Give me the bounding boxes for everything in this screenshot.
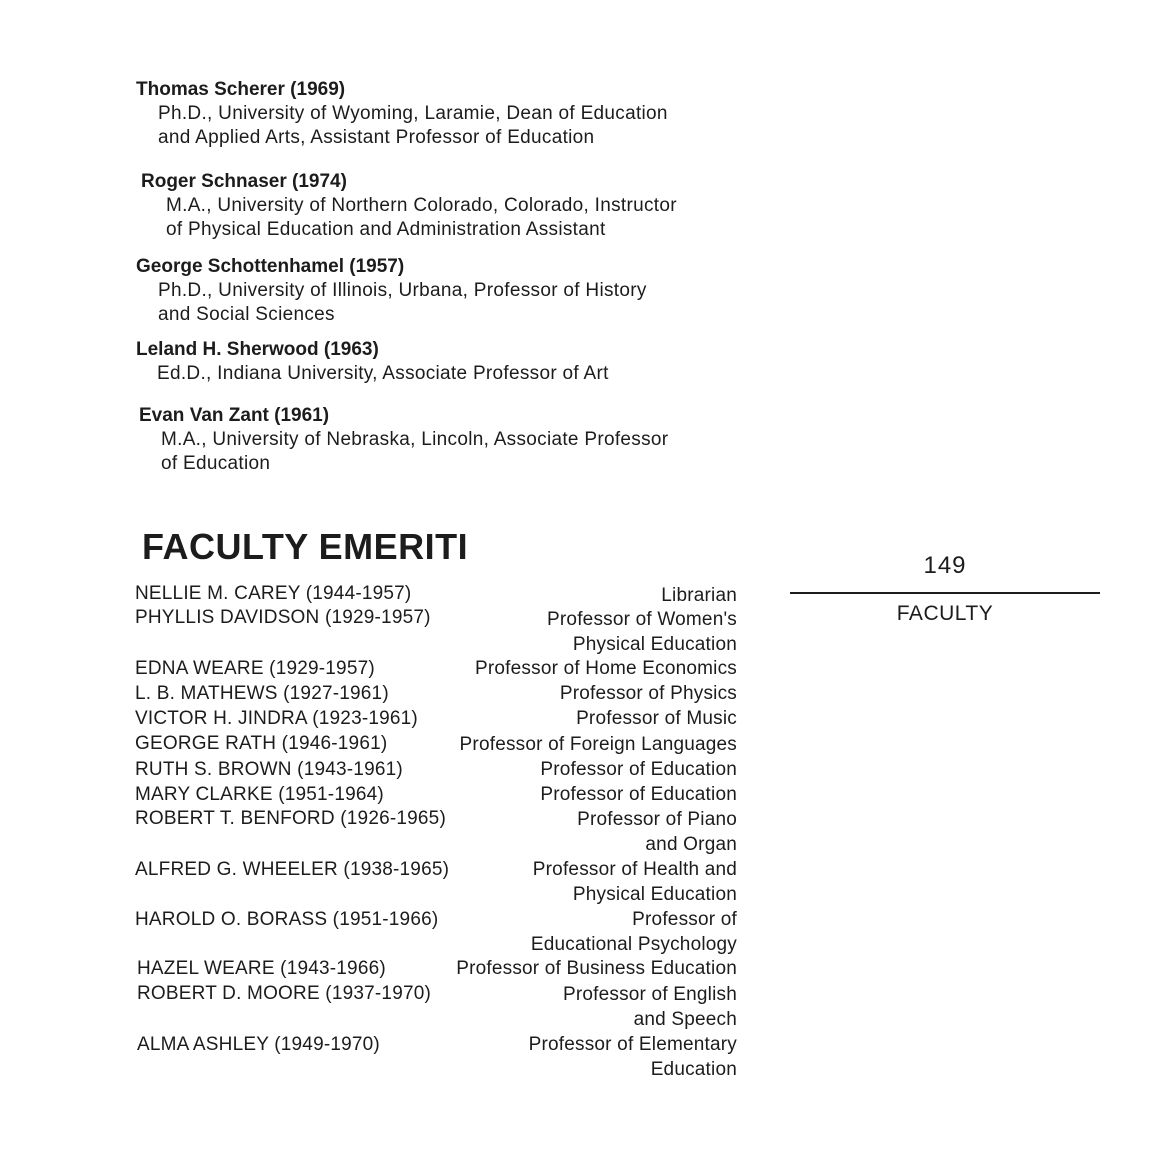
emeriti-title: Physical Education xyxy=(572,884,737,905)
faculty-description-line: Ed.D., Indiana University, Associate Professor of Art xyxy=(157,363,609,384)
emeriti-title: Professor of Piano xyxy=(577,809,737,830)
emeriti-name: ROBERT D. MOORE (1937-1970) xyxy=(137,983,432,1004)
emeriti-title: Educational Psychology xyxy=(530,934,737,955)
emeriti-title: Professor of Education xyxy=(540,784,737,805)
faculty-emeriti-heading: FACULTY EMERITI xyxy=(142,526,469,567)
emeriti-title: Professor of Music xyxy=(576,708,737,729)
emeriti-name: HAZEL WEARE (1943-1966) xyxy=(137,958,386,979)
faculty-name: Roger Schnaser (1974) xyxy=(141,171,347,192)
faculty-description-line: of Physical Education and Administration Assistant xyxy=(166,219,606,240)
faculty-name: George Schottenhamel (1957) xyxy=(136,256,405,277)
faculty-description-line: M.A., University of Nebraska, Lincoln, Associate Professor xyxy=(161,429,669,450)
emeriti-name: GEORGE RATH (1946-1961) xyxy=(135,733,388,754)
emeriti-name: ALFRED G. WHEELER (1938-1965) xyxy=(135,859,450,880)
emeriti-title: and Organ xyxy=(645,834,737,855)
faculty-description-line: M.A., University of Northern Colorado, Colorado, Instructor xyxy=(166,195,677,216)
emeriti-title: Professor of Education xyxy=(540,759,737,780)
emeriti-title: Professor of Home Economics xyxy=(475,658,737,679)
emeriti-title: Professor of Health and xyxy=(532,859,737,880)
emeriti-name: PHYLLIS DAVIDSON (1929-1957) xyxy=(135,607,431,628)
emeriti-title: and Speech xyxy=(633,1009,737,1030)
emeriti-name: NELLIE M. CAREY (1944-1957) xyxy=(135,583,412,604)
faculty-entry xyxy=(136,338,609,386)
emeriti-title: Professor of Foreign Languages xyxy=(459,734,737,755)
emeriti-name: ROBERT T. BENFORD (1926-1965) xyxy=(135,808,446,829)
faculty-name: Leland H. Sherwood (1963) xyxy=(136,339,379,360)
emeriti-name: MARY CLARKE (1951-1964) xyxy=(135,784,384,805)
section-label: FACULTY xyxy=(896,602,994,625)
emeriti-title: Professor of Physics xyxy=(559,683,737,704)
emeriti-title: Professor of Women's xyxy=(547,609,737,630)
emeriti-name: VICTOR H. JINDRA (1923-1961) xyxy=(135,708,418,729)
page-number: 149 xyxy=(923,552,967,579)
faculty-entry xyxy=(136,78,668,150)
emeriti-title: Professor of Business Education xyxy=(456,958,737,979)
emeriti-title: Education xyxy=(650,1059,737,1080)
emeriti-title: Professor of xyxy=(632,909,737,930)
emeriti-title: Librarian xyxy=(661,585,737,606)
emeriti-title: Physical Education xyxy=(572,634,737,655)
emeriti-name: ALMA ASHLEY (1949-1970) xyxy=(137,1034,380,1055)
emeriti-name: RUTH S. BROWN (1943-1961) xyxy=(135,759,403,780)
divider-rule xyxy=(790,592,1100,594)
faculty-description-line: and Social Sciences xyxy=(158,304,335,325)
faculty-entry xyxy=(136,255,647,327)
faculty-entry xyxy=(139,404,668,476)
emeriti-name: HAROLD O. BORASS (1951-1966) xyxy=(135,909,439,930)
emeriti-title: Professor of English xyxy=(562,984,737,1005)
faculty-name: Evan Van Zant (1961) xyxy=(139,405,330,426)
emeriti-title: Professor of Elementary xyxy=(528,1034,737,1055)
faculty-description-line: Ph.D., University of Illinois, Urbana, Professor of History xyxy=(158,280,647,301)
emeriti-name: L. B. MATHEWS (1927-1961) xyxy=(135,683,389,704)
faculty-entry xyxy=(141,170,677,242)
faculty-description-line: Ph.D., University of Wyoming, Laramie, Dean of Education xyxy=(158,103,668,124)
faculty-name: Thomas Scherer (1969) xyxy=(136,79,346,100)
faculty-description-line: of Education xyxy=(161,453,271,474)
faculty-description-line: and Applied Arts, Assistant Professor of Education xyxy=(158,127,595,148)
emeriti-name: EDNA WEARE (1929-1957) xyxy=(135,658,375,679)
